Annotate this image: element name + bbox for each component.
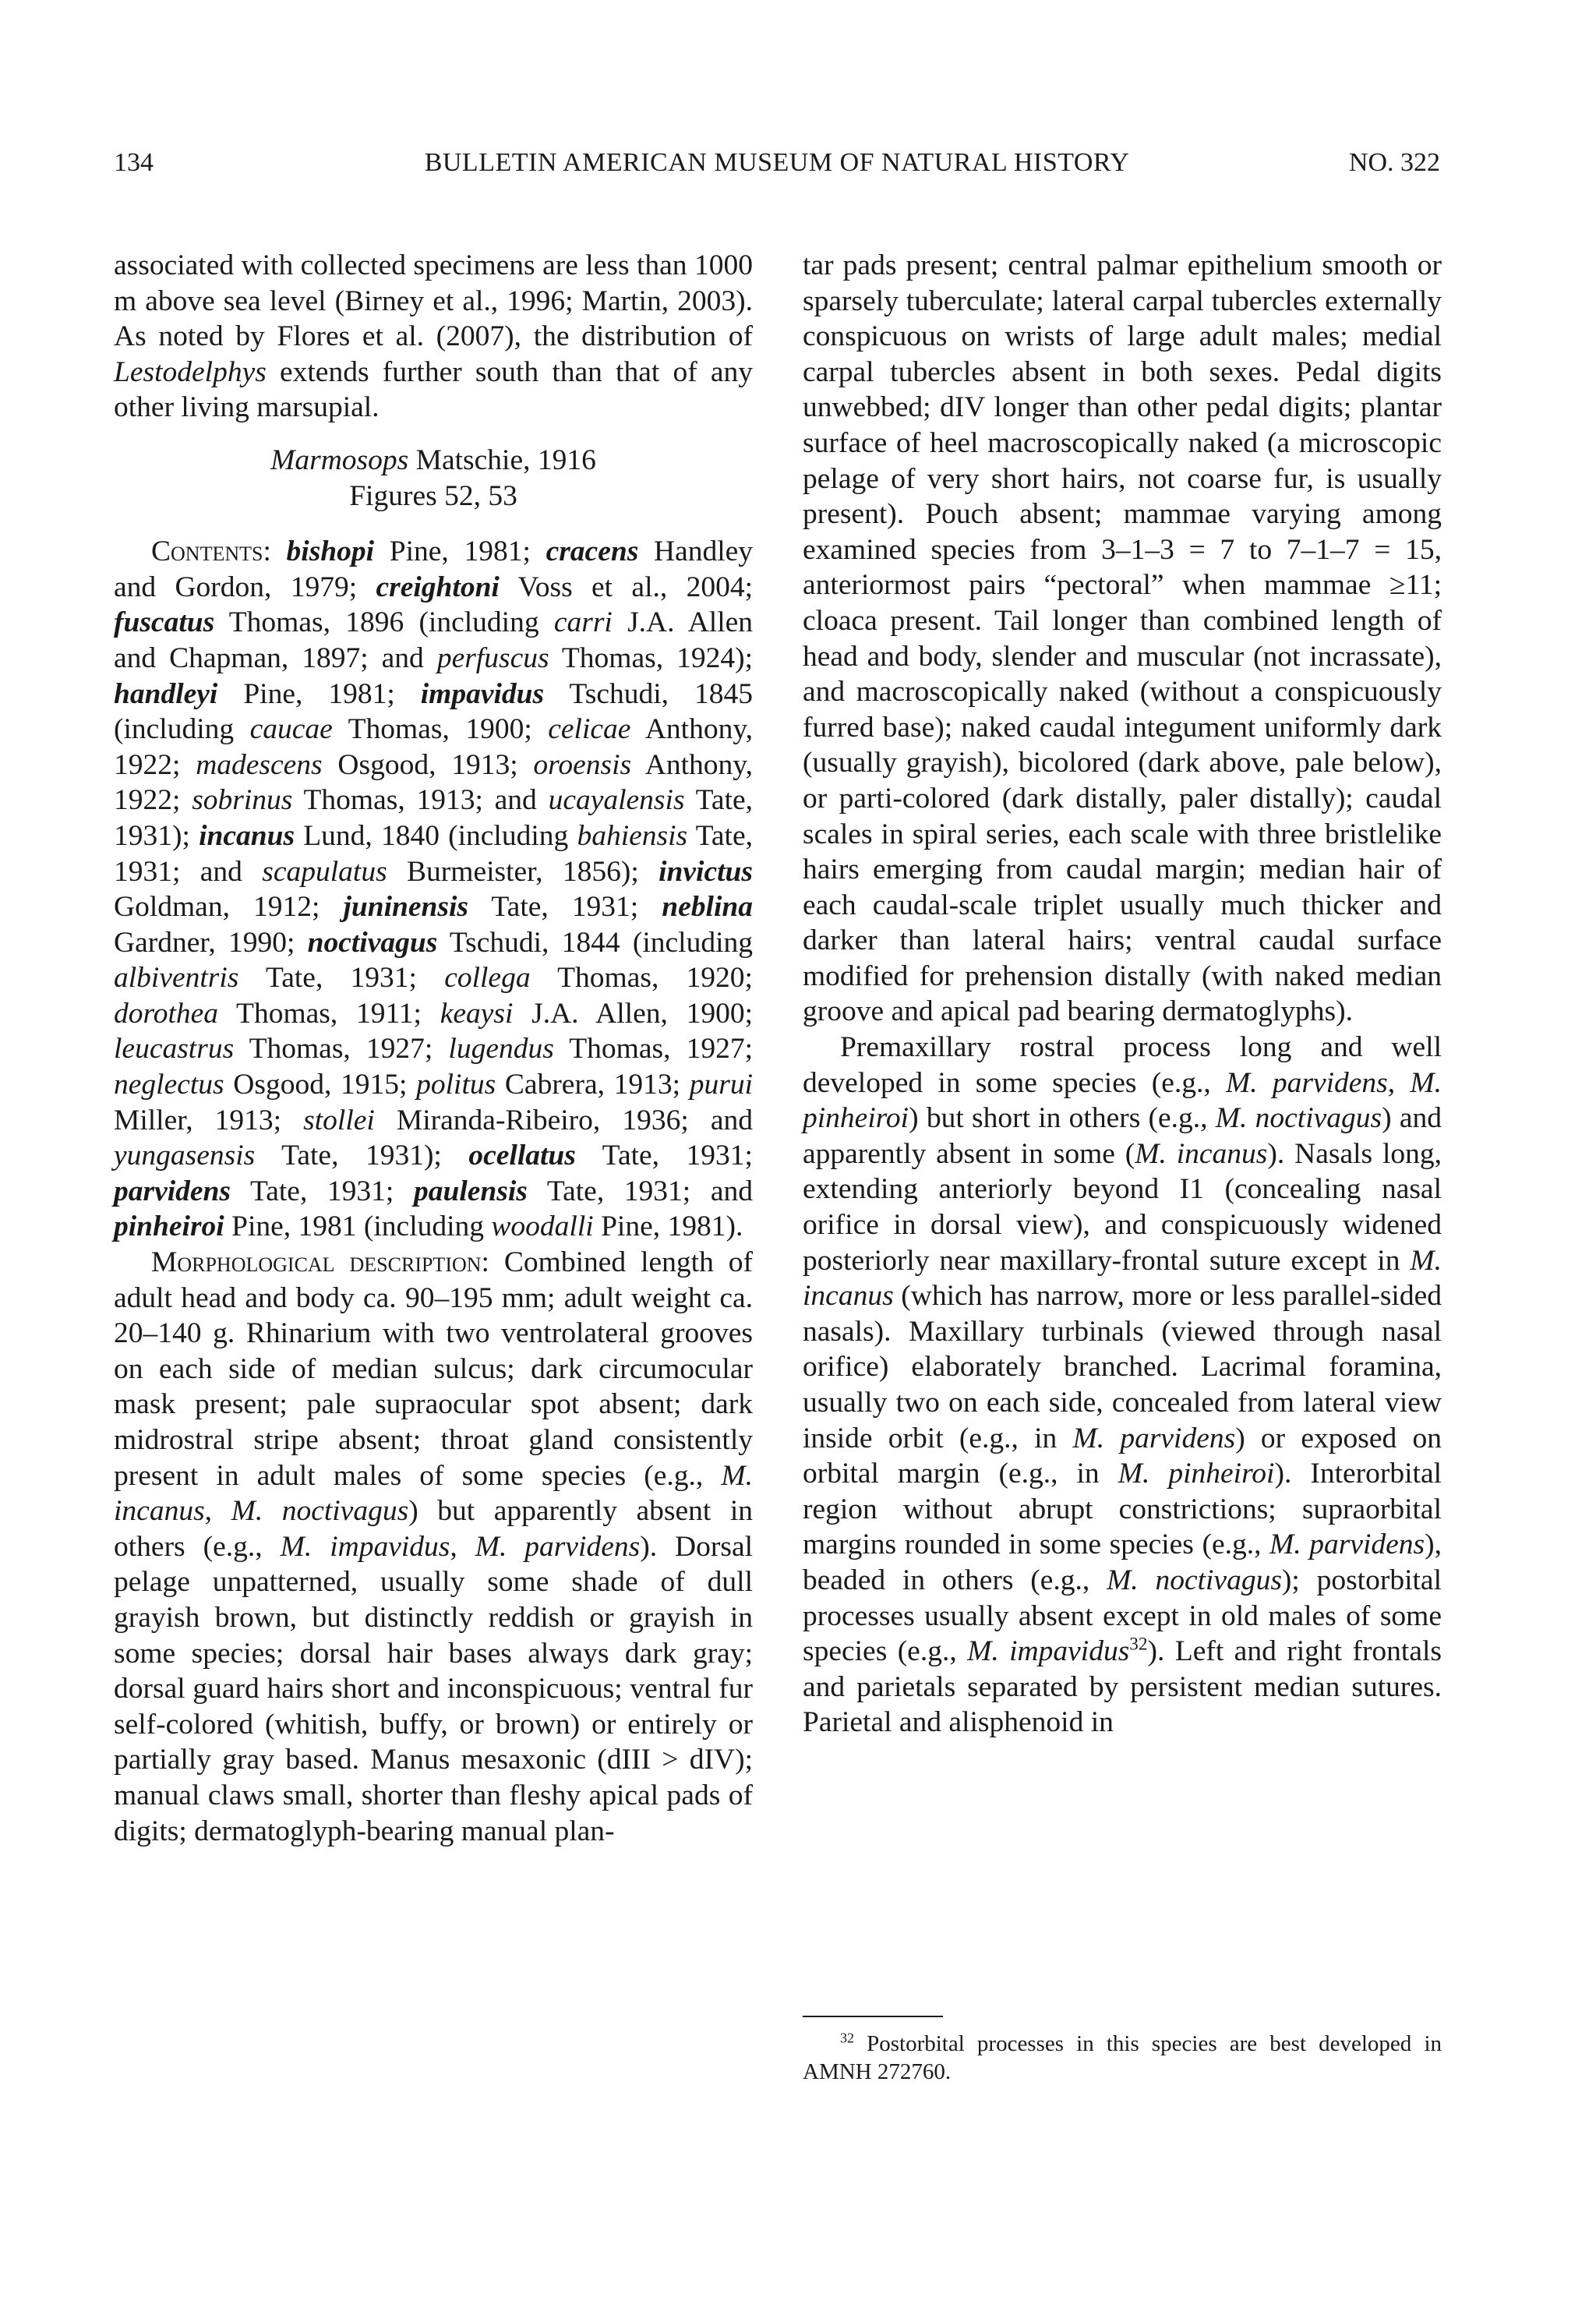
morphology-text: Combined length of adult head and body ca. 90–195 mm; adult weight ca. 20–140 g. Rhinarium with two ventrolateral grooves on each side of median sulcus; dark circumocular mask present; pale supraocular spot absent; dark midrostral stripe absent; throat gland consistently present in adult males of some species (e.g., M. incanus, M. noctivagus) but apparently absent in others (e.g., M. impavidus, M. parvidens). Dorsal pelage unpatterned, usually some shade of dull grayish brown, but distinctly reddish or grayish in some species; dorsal hair bases always dark gray; dorsal guard hairs short and inconspicuous; ventral fur self-colored (whitish, buffy, or brown) or entirely or partially gray based. Manus mesaxonic (dIII > dIV); manual claws small, shorter than fleshy apical pads of digits; dermatoglyph-bearing manual plan-	[114, 1246, 754, 1847]
journal-title: BULLETIN AMERICAN MUSEUM OF NATURAL HISTORY	[424, 148, 1130, 177]
footnote-text: Postorbital processes in this species are best developed in AMNH 272760.	[803, 2031, 1442, 2084]
morphology-label: Morphological description:	[151, 1246, 489, 1279]
continuation-paragraph: tar pads present; central palmar epithelium smooth or sparsely tuberculate; lateral carpal tubercles externally conspicuous on wrists of large adult males; medial carpal tubercles absent in both sexes. Pedal digits unwebbed; dIV longer than other pedal digits; plantar surface of heel macroscopically naked (a microscopic pelage of very short hairs, not coarse fur, is usually present). Pouch absent; mammae varying among examined species from 3–1–3 = 7 to 7–1–7 = 15, anteriormost pairs “pectoral” when mammae ≥11; cloaca present. Tail longer than combined length of head and body, slender and muscular (not incrassate), and macroscopically naked (without a conspicuously furred base); naked caudal integument uniformly dark (usually grayish), bicolored (dark above, pale below), or parti-colored (dark distally, paler distally); caudal scales in spiral series, each scale with three bristlelike hairs emerging from caudal margin; median hair of each caudal-scale triplet usually much thicker and darker than lateral hairs; ventral caudal surface modified for prehension distally (with naked median groove and apical pad bearing dermatoglyphs).	[803, 249, 1442, 1028]
issue-number: NO. 322	[1348, 148, 1440, 177]
footnote	[803, 2030, 1442, 2086]
left-column	[114, 248, 753, 1849]
contents-text: bishopi Pine, 1981; cracens Handley and Gordon, 1979; creightoni Voss et al., 2004; fuscatus Thomas, 1896 (including carri J.A. Allen and Chapman, 1897; and perfuscus Thomas, 1924); handleyi Pine, 1981; impavidus Tschudi, 1845 (including caucae Thomas, 1900; celicae Anthony, 1922; madescens Osgood, 1913; oroensis Anthony, 1922; sobrinus Thomas, 1913; and ucayalensis Tate, 1931); incanus Lund, 1840 (including bahiensis Tate, 1931; and scapulatus Burmeister, 1856); invictus Goldman, 1912; juninensis Tate, 1931; neblina Gardner, 1990; noctivagus Tschudi, 1844 (including albiventris Tate, 1931; collega Thomas, 1920; dorothea Thomas, 1911; keaysi J.A. Allen, 1900; leucastrus Thomas, 1927; lugendus Thomas, 1927; neglectus Osgood, 1915; politus Cabrera, 1913; purui Miller, 1913; stollei Miranda-Ribeiro, 1936; and yungasensis Tate, 1931); ocellatus Tate, 1931; parvidens Tate, 1931; paulensis Tate, 1931; and pinheiroi Pine, 1981 (including woodalli Pine, 1981).	[114, 535, 754, 1243]
footnote-marker: 32	[840, 2030, 854, 2046]
genus-heading	[114, 443, 753, 514]
intro-paragraph: associated with collected specimens are less than 1000 m above sea level (Birney et al., 1996; Martin, 2003). As noted by Flores et al. (2007), the distribution of Lestodelphys extends further south than that of any other living marsupial.	[114, 249, 753, 424]
morphology-paragraph	[114, 1245, 753, 1849]
right-column	[803, 248, 1442, 1741]
genus-name: Marmosops	[270, 444, 409, 476]
contents-label: Contents:	[151, 535, 271, 568]
contents-paragraph	[114, 534, 753, 1245]
skull-paragraph: Premaxillary rostral process long and well developed in some species (e.g., M. parvidens, M. pinheiroi) but short in others (e.g., M. noctivagus) and apparently absent in some (M. incanus). Nasals long, extending anteriorly beyond I1 (concealing nasal orifice in dorsal view), and conspicuously widened posteriorly near maxillary-frontal suture except in M. incanus (which has narrow, more or less parallel-sided nasals). Maxillary turbinals (viewed through nasal orifice) elaborately branched. Lacrimal foramina, usually two on each side, concealed from lateral view inside orbit (e.g., in M. parvidens) or exposed on orbital margin (e.g., in M. pinheiroi). Interorbital region without abrupt constrictions; supraorbital margins rounded in some species (e.g., M. parvidens), beaded in others (e.g., M. noctivagus); postorbital processes usually absent except in old males of some species (e.g., M. impavidus$^{32}$). Left and right frontals and parietals separated by persistent median sutures. Parietal and alisphenoid in	[803, 1031, 1442, 1739]
genus-authority: Matschie, 1916	[415, 444, 596, 476]
figure-reference: Figures 52, 53	[349, 479, 517, 512]
page-number: 134	[114, 148, 154, 177]
footnote-rule	[803, 2016, 943, 2017]
running-head	[114, 145, 1440, 181]
